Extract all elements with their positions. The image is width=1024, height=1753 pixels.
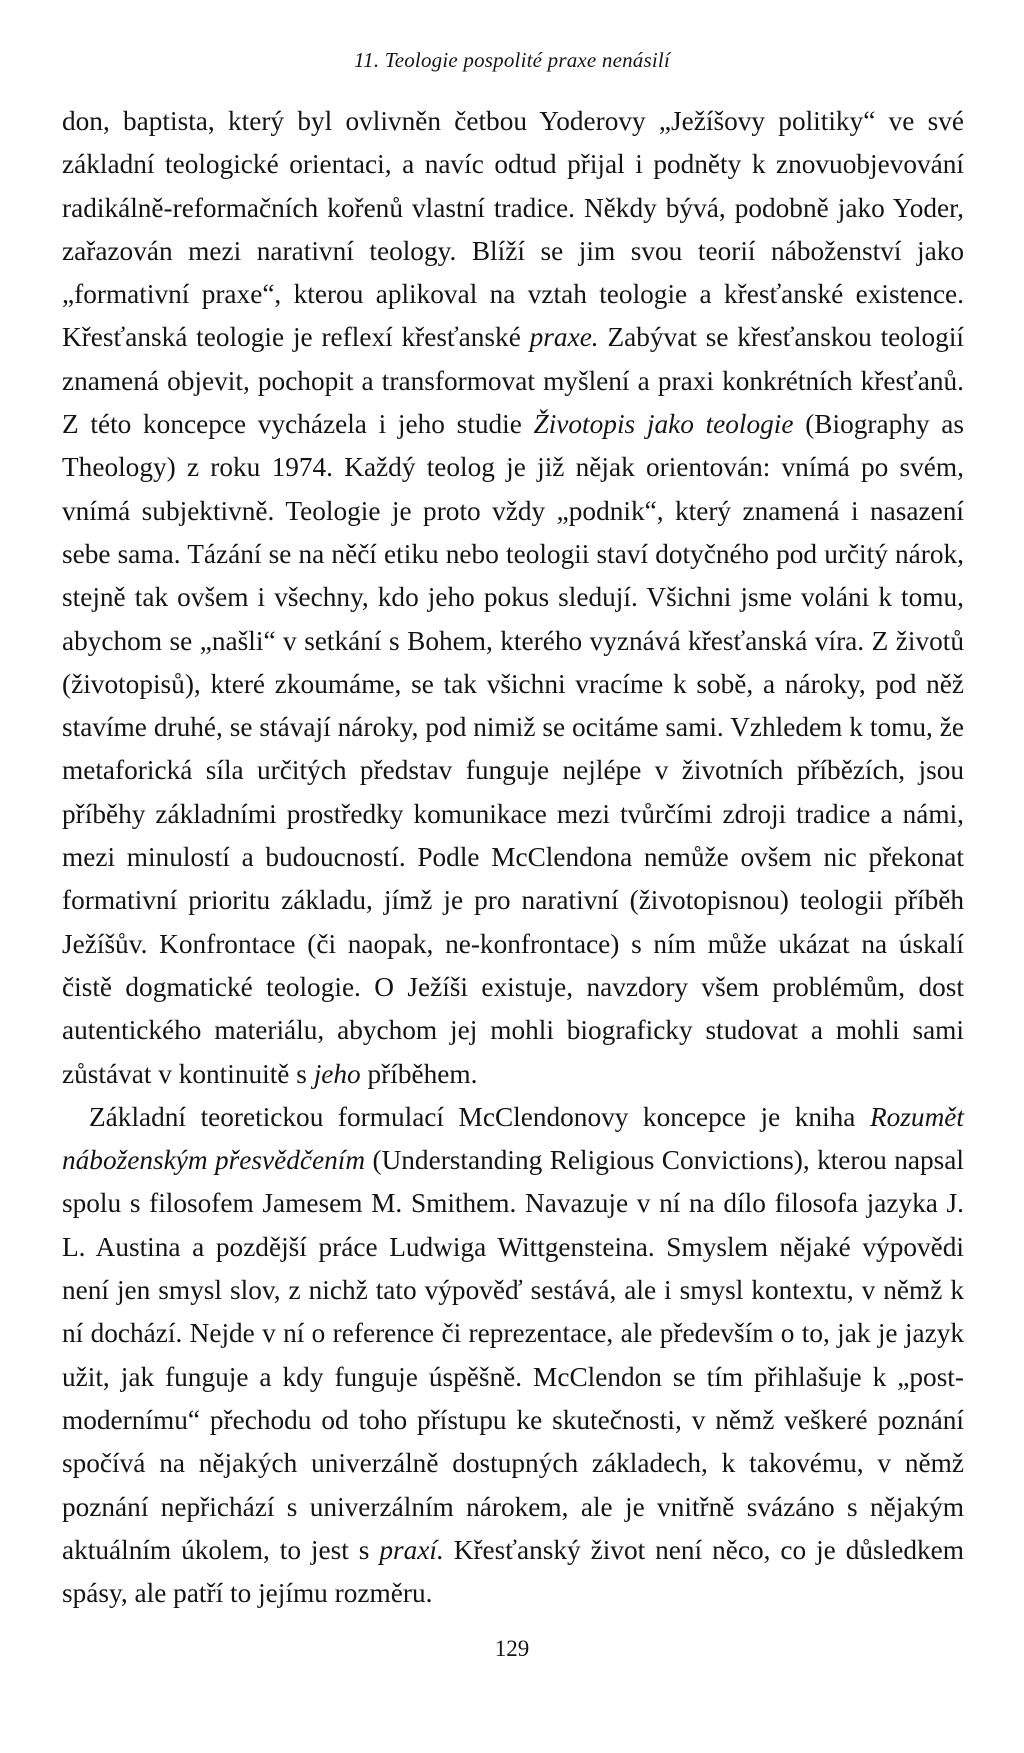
body-text bbox=[62, 100, 964, 1615]
paragraph-2-book-title: Rozumět náboženským přesvědčením bbox=[62, 1101, 964, 1176]
paragraph-1-emphasis-praxe: praxe. bbox=[529, 322, 599, 353]
paragraph-2-text-1: Základní teoretickou formulací McClendonovy koncepce je kniha bbox=[89, 1101, 870, 1132]
paragraph-1-text-4: příběhem. bbox=[360, 1058, 478, 1089]
running-head: 11. Teologie pospolité praxe nenásilí bbox=[354, 48, 670, 72]
paragraph-2 bbox=[62, 1096, 964, 1616]
paragraph-1 bbox=[62, 100, 964, 1096]
paragraph-1-book-title: Životopis jako teologie bbox=[533, 409, 794, 440]
page-number: 129 bbox=[494, 1636, 530, 1661]
paragraph-2-emphasis-praxi: praxí. bbox=[379, 1534, 444, 1565]
paragraph-1-text-3: (Biography as Theology) z roku 1974. Každý teolog je již nějak orientován: vnímá po svém, vnímá subjektivně. Teologie je proto vždy „podnik“, který znamená i nasazení sebe sama. Tázání se na něčí etiku nebo teologii staví dotyčného pod určitý nárok, stejně tak ovšem i všechny, kdo jeho pokus sledují. Všichni jsme voláni k tomu, abychom se „našli“ v setkání s Bohem, kterého vyznává křesťanská víra. Z životů (životopisů), které zkoumáme, se tak všichni vracíme k sobě, a nároky, pod něž stavíme druhé, se stávají nároky, pod nimiž se ocitáme sami. Vzhledem k tomu, že metaforická síla určitých představ funguje nejlépe v životních příbězích, jsou příběhy základními prostředky komunikace mezi tvůrčími zdroji tradice a námi, mezi minulostí a budoucností. Podle McClendona nemůže ovšem nic překonat formativní prioritu základu, jímž je pro narativní (životopisnou) teologii příběh Ježíšův. Konfrontace (či naopak, ne-konfrontace) s ním může ukázat na úskalí čistě dogmatické teologie. O Ježíši existuje, navzdory všem problémům, dost autentického materiálu, abychom jej mohli biograficky studovat a mohli sami zůstávat v kontinuitě s bbox=[62, 409, 964, 1089]
paragraph-2-text-2: (Understanding Religious Convictions), kterou napsal spolu s filosofem Jamesem M. Smithem. Navazuje v ní na dílo filosofa jazyka J. L. Austina a pozdější práce Ludwiga Wittgensteina. Smyslem nějaké výpovědi není jen smysl slov, z nichž tato výpověď sestává, ale i smysl kontextu, v němž k ní dochází. Nejde v ní o reference či reprezentace, ale především o to, jak je jazyk užit, jak funguje a kdy funguje úspěšně. McClendon se tím přihlašuje k „postmodernímu“ přechodu od toho přístupu ke skutečnosti, v němž veškeré poznání spočívá na nějakých univerzálně dostupných základech, k takovému, v němž poznání nepřichází s univerzálním nárokem, ale je vnitřně svázáno s nějakým aktuálním úkolem, to jest s bbox=[62, 1145, 964, 1565]
paragraph-1-text-1: don, baptista, který byl ovlivněn četbou Yoderovy „Ježíšovy politiky“ ve své základní teologické orientaci, a navíc odtud přijal i podněty k znovuobjevování radikálně-reformačních kořenů vlastní tradice. Někdy bývá, podobně jako Yoder, zařazován mezi narativní teology. Blíží se jim svou teorií náboženství jako „formativní praxe“, kterou aplikoval na vztah teologie a křesťanské existence. Křesťanská teologie je reflexí křesťanské bbox=[62, 106, 964, 353]
paragraph-2-text-3: Křesťanský život není něco, co je důsledkem spásy, ale patří to jejímu rozměru. bbox=[62, 1534, 964, 1609]
paragraph-1-text-2: Zabývat se křesťanskou teologií znamená objevit, pochopit a transformovat myšlení a praxi konkrétních křesťanů. Z této koncepce vycházela i jeho studie bbox=[62, 322, 965, 440]
paragraph-1-emphasis-jeho: jeho bbox=[313, 1058, 361, 1089]
